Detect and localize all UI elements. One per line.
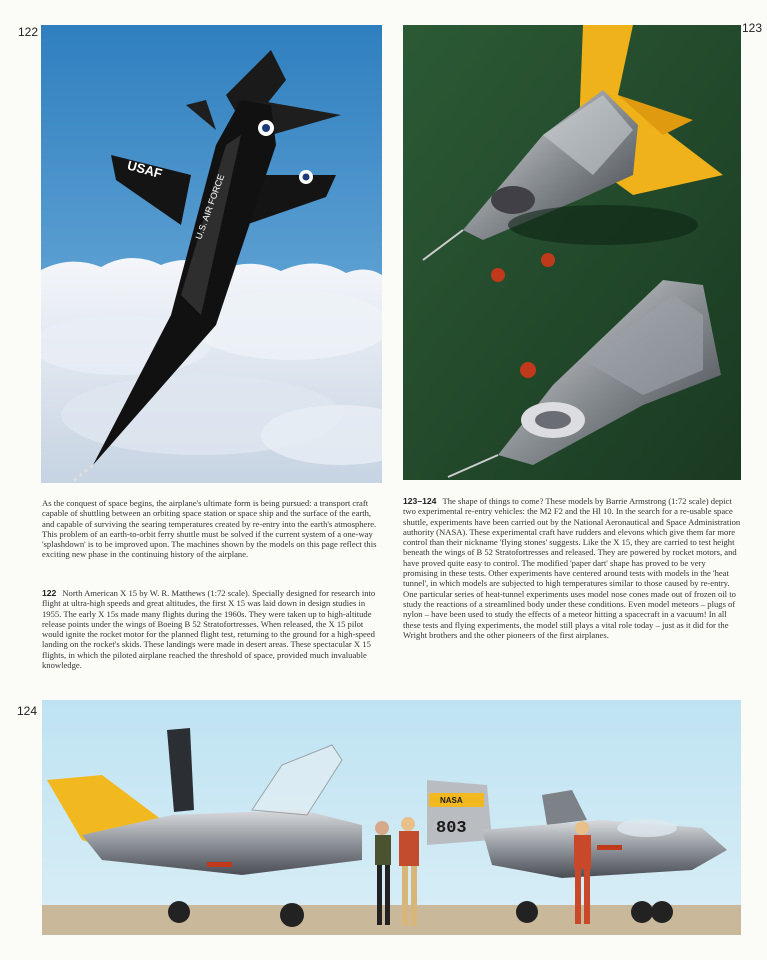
fuselage-marking: U.S. AIR FORCE <box>193 172 227 241</box>
caption-123-124-ref: 123–124 <box>403 496 437 506</box>
page-number-right: 123 <box>742 21 763 35</box>
caption-123-124 <box>403 496 741 640</box>
caption-122-ref: 122 <box>42 588 57 598</box>
caption-122 <box>42 588 384 670</box>
photo-number-124: 124 <box>17 704 38 718</box>
hl10-illustration <box>42 700 741 935</box>
usaf-marking: USAF <box>125 157 164 182</box>
tail-number: 803 <box>436 819 467 838</box>
tail-nasa-text: NASA <box>440 796 463 805</box>
caption-123-124-text: The shape of things to come? These models by Barrie Armstrong (1:72 scale) depict two experimental re-entry vehicles: the M2 F2 and the Hl 10. In the search for a re-usable space shuttle, experiments have been carried out by the National Aeronautical and Space Administration authority (NASA). These experimental craft have rudders and elevons which give them far more control than their nickname 'flying stones' suggests. Like the X 15, they are carried to test height beneath the wings of B 52 Stratofortresses and released. They are powered by rocket motors, and have proved quite easy to control. The modified 'paper dart' shape has proved to be very promising in these tests. Other experiments have centered around tests with models in the 'heat tunnel', in which models are subjected to high temperatures similar to those caused by re-entry. One particular series of heat-tunnel experiments uses model nose cones made out of frozen oil to study the reactions of a streamlined body under these conditions. Even model meteors – plugs of nylon – have been used to study the effects of a meteor hitting a spacecraft in a vacuum! In all these tests and flying experiments, the model still plays a vital role today – just as it did for the Wright brothers and the other pioneers of the first airplanes. <box>403 496 741 640</box>
photo-reentry-vehicles <box>403 25 741 480</box>
reentry-vehicles-illustration <box>403 25 741 480</box>
page-number-left: 122 <box>18 25 39 39</box>
caption-122-text: North American X 15 by W. R. Matthews (1:72 scale). Specially designed for research into flight at ultra-high speeds and great altitudes, the first X 15 was laid down in design studies in 1955. The early X 15s made many flights during the 1960s. They were taken up to high-altitude release points under the wings of Boeing B 52 Stratofortresses. When released, the X 15 pilot would ignite the rocket motor for the planned flight test, returning to the ground for a high-speed landing on the rocket's skids. These landings were made in desert areas. These spectacular X 15 flights, in which the piloted airplane reached the threshold of space, provided much invaluable knowledge. <box>42 588 376 671</box>
photo-x15-model <box>41 25 382 483</box>
intro-paragraph: As the conquest of space begins, the airplane's ultimate form is being pursued: a transport craft capable of shuttling between an orbiting space station or space ship and the surface of the earth, and capable of surviving the searing temperatures created by re-entry into the earth's atmosphere. This problem of an earth-to-orbit ferry shuttle must be solved if the current system of a one-way 'splashdown' is to be improved upon. The machines shown by the models on this page reflect this exciting new phase in the continuing history of the airplane. <box>42 498 377 560</box>
photo-hl10-models <box>42 700 741 935</box>
x15-illustration <box>41 25 382 483</box>
